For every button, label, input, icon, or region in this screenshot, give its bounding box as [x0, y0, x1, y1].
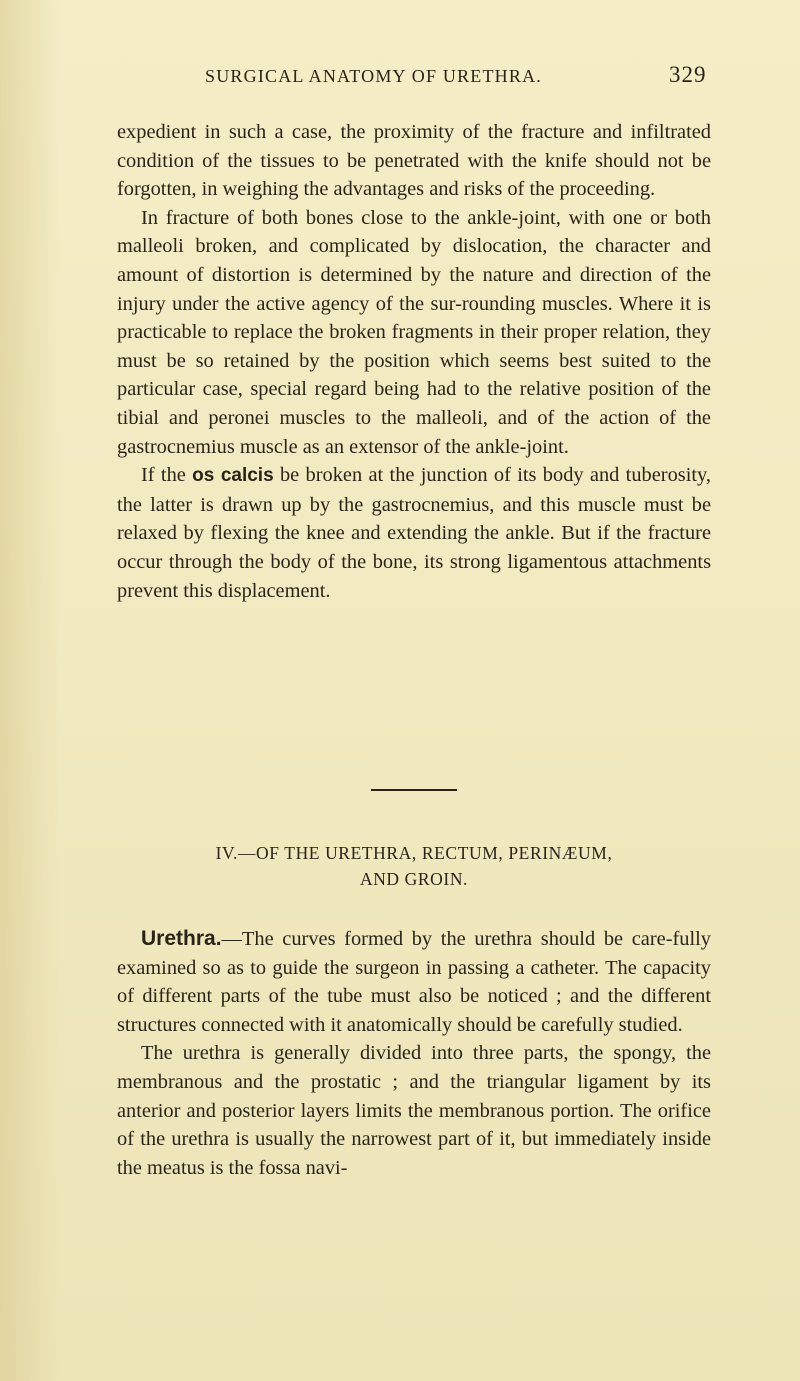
paragraph-continuation: expedient in such a case, the proximity of the fracture and infiltrated condition of the tissues to be penetrated with the knife should not be forgotten, in weighing the advantages and risks of the proceeding. — [117, 121, 711, 201]
running-title: SURGICAL ANATOMY OF URETHRA. — [205, 66, 542, 86]
section-divider-rule — [371, 789, 457, 791]
os-calcis-text: be broken at the junction of its body and tuberosity, the latter is drawn up by the gastrocnemius, and this muscle must be relaxed by flexing the knee and extending the ankle. But if the fracture occur through the body of the bone, its strong ligamentous attachments prevent this displacement. — [117, 464, 712, 602]
section-heading-line1: IV.—OF THE URETHRA, RECTUM, PERINÆUM, — [215, 843, 613, 863]
paragraph-os-calcis — [117, 461, 711, 605]
os-calcis-term: os calcis — [192, 465, 274, 487]
page-number: 329 — [669, 62, 707, 87]
os-calcis-prefix: If the — [141, 464, 193, 487]
section-heading — [117, 840, 711, 892]
urethra-lead-term: Urethra. — [141, 927, 222, 950]
urethra-intro-text: —The curves formed by the urethra should be care-fully examined so as to guide the surgeon in passing a catheter. The capacity of different parts of the tube must also be noticed ; and the different structures connected with it anatomically should be carefully studied. — [117, 928, 711, 1036]
paragraph-urethra-intro — [117, 925, 711, 1039]
paragraph-ankle-fracture: In fracture of both bones close to the ankle-joint, with one or both malleoli broken, and complicated by dislocation, the character and amount of distortion is determined by the nature and direction of the injury under the active agency of the sur-rounding muscles. Where it is practicable to replace the broken fragments in their proper relation, they must be so retained by the position which seems best suited to the particular case, special regard being had to the relative position of the tibial and peronei muscles to the malleoli, and of the action of the gastrocnemius muscle as an extensor of the ankle-joint. — [117, 206, 711, 458]
paragraph-urethra-parts: The urethra is generally divided into three parts, the spongy, the membranous and the prostatic ; and the triangular ligament by its anterior and posterior layers limits the membranous portion. The orifice of the urethra is usually the narrowest part of it, but immediately inside the meatus is the fossa navi- — [117, 1042, 711, 1179]
fracture-section-text — [117, 118, 711, 605]
section-heading-line2: AND GROIN. — [359, 869, 469, 889]
running-head — [205, 62, 707, 87]
urethra-section-text — [117, 925, 711, 1182]
